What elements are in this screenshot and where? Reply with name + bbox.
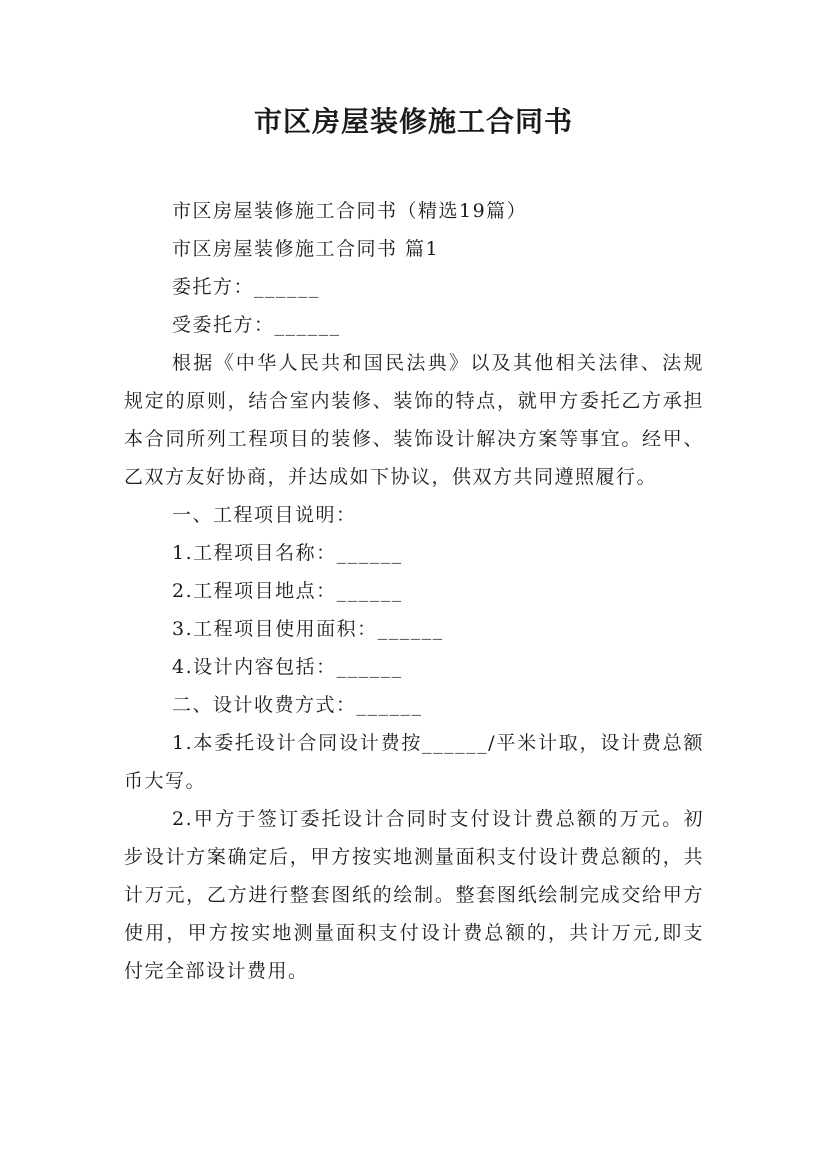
paragraph-payment-terms: 2.甲方于签订委托设计合同时支付设计费总额的万元。初步设计方案确定后，甲方按实地测量面积支付设计费总额的，共计万元，乙方进行整套图纸的绘制。整套图纸绘制完成交给甲方使用，甲方按实地测量面积支付设计费总额的，共计万元,即支付完全部设计费用。	[124, 808, 704, 982]
paragraph-design-content: 4.设计内容包括：______	[172, 656, 403, 678]
paragraph-client: 委托方：______	[172, 276, 321, 298]
paragraph-fee-basis: 1.本委托设计合同设计费按______/平米计取，设计费总额币大写。	[124, 732, 704, 792]
paragraph-subtitle: 市区房屋装修施工合同书（精选19篇）	[172, 200, 528, 222]
document-title: 市区房屋装修施工合同书	[253, 105, 573, 138]
document-body	[124, 192, 704, 990]
paragraph-preamble: 根据《中华人民共和国民法典》以及其他相关法律、法规规定的原则，结合室内装修、装饰的特点，就甲方委托乙方承担本合同所列工程项目的装修、装饰设计解决方案等事宜。经甲、乙双方友好协商，并达成如下协议，供双方共同遵照履行。	[124, 352, 704, 488]
paragraph-section-one: 一、工程项目说明：	[172, 504, 357, 526]
paragraph-section-two: 二、设计收费方式：______	[172, 694, 423, 716]
paragraph-project-name: 1.工程项目名称：______	[172, 542, 403, 564]
paragraph-chapter-heading: 市区房屋装修施工合同书 篇1	[172, 238, 440, 260]
paragraph-contractor: 受委托方：______	[172, 314, 341, 336]
paragraph-project-area: 3.工程项目使用面积：______	[172, 618, 444, 640]
paragraph-project-location: 2.工程项目地点：______	[172, 580, 403, 602]
